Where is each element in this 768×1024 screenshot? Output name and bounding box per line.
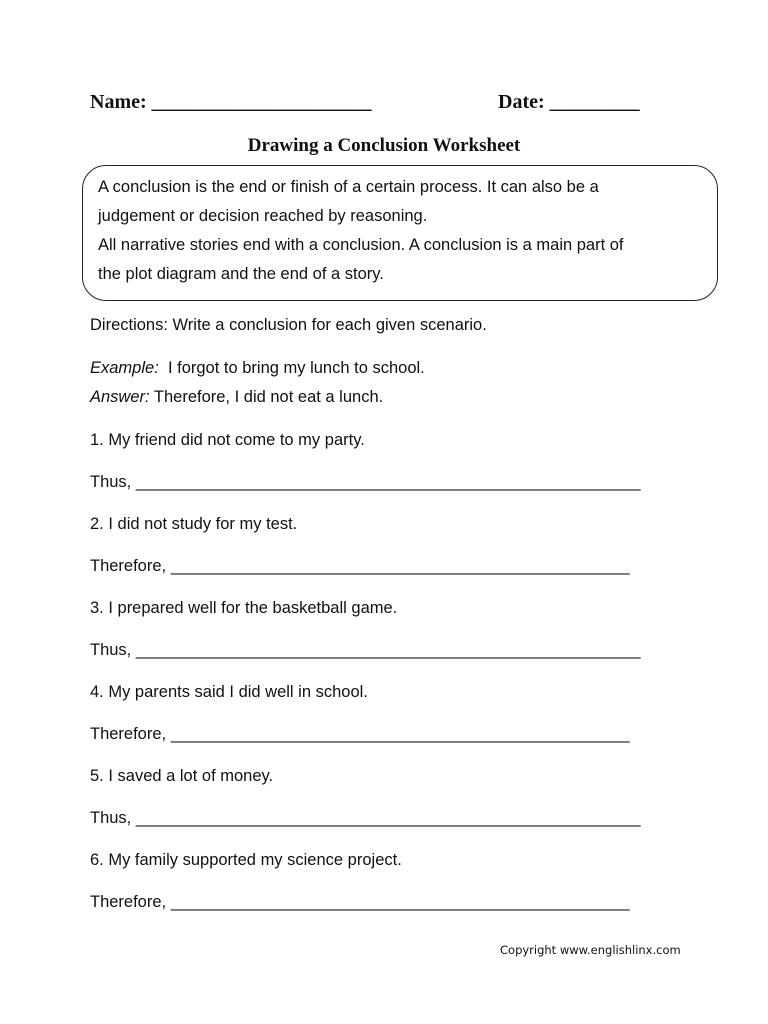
definition-line: judgement or decision reached by reasoning.	[98, 207, 428, 225]
answer-lead: Therefore,	[90, 893, 171, 911]
question-prompt: 3. I prepared well for the basketball game.	[90, 599, 398, 617]
name-blank[interactable]: ______________________	[151, 91, 372, 113]
example-label: Example:	[90, 359, 159, 377]
answer-lead: Thus,	[90, 641, 136, 659]
definition-line: the plot diagram and the end of a story.	[98, 265, 384, 283]
answer-blank[interactable]: _______________________________________________________	[135, 641, 641, 659]
date-label: Date:	[498, 91, 545, 113]
answer-blank[interactable]: __________________________________________________	[170, 557, 630, 575]
question-prompt: 2. I did not study for my test.	[90, 515, 298, 533]
definition-line: All narrative stories end with a conclusion. A conclusion is a main part of	[98, 236, 624, 254]
answer-row	[90, 725, 630, 744]
answer-lead: Therefore,	[90, 557, 171, 575]
name-field	[90, 91, 372, 114]
question-prompt: 5. I saved a lot of money.	[90, 767, 274, 785]
answer-lead: Thus,	[90, 473, 136, 491]
directions-text: Directions: Write a conclusion for each given scenario.	[90, 316, 487, 334]
example-line	[90, 359, 425, 378]
answer-row	[90, 893, 630, 912]
question-prompt: 1. My friend did not come to my party.	[90, 431, 365, 449]
example-text: I forgot to bring my lunch to school.	[158, 359, 425, 377]
answer-blank[interactable]: __________________________________________________	[170, 893, 630, 911]
question-prompt: 4. My parents said I did well in school.	[90, 683, 368, 701]
definition-line: A conclusion is the end or finish of a certain process. It can also be a	[98, 178, 599, 196]
worksheet-title: Drawing a Conclusion Worksheet	[247, 135, 521, 156]
answer-lead: Therefore,	[90, 725, 171, 743]
answer-label: Answer:	[90, 388, 150, 406]
date-blank[interactable]: _________	[549, 91, 640, 113]
answer-lead: Thus,	[90, 809, 136, 827]
date-field	[498, 91, 640, 114]
answer-line	[90, 388, 383, 407]
answer-blank[interactable]: __________________________________________________	[170, 725, 630, 743]
answer-row	[90, 641, 641, 660]
answer-row	[90, 473, 641, 492]
name-label: Name:	[90, 91, 147, 113]
question-prompt: 6. My family supported my science project.	[90, 851, 402, 869]
answer-blank[interactable]: _______________________________________________________	[135, 473, 641, 491]
answer-blank[interactable]: _______________________________________________________	[135, 809, 641, 827]
answer-text: Therefore, I did not eat a lunch.	[149, 388, 384, 406]
answer-row	[90, 809, 641, 828]
answer-row	[90, 557, 630, 576]
copyright-notice: Copyright www.englishlinx.com	[500, 943, 681, 957]
